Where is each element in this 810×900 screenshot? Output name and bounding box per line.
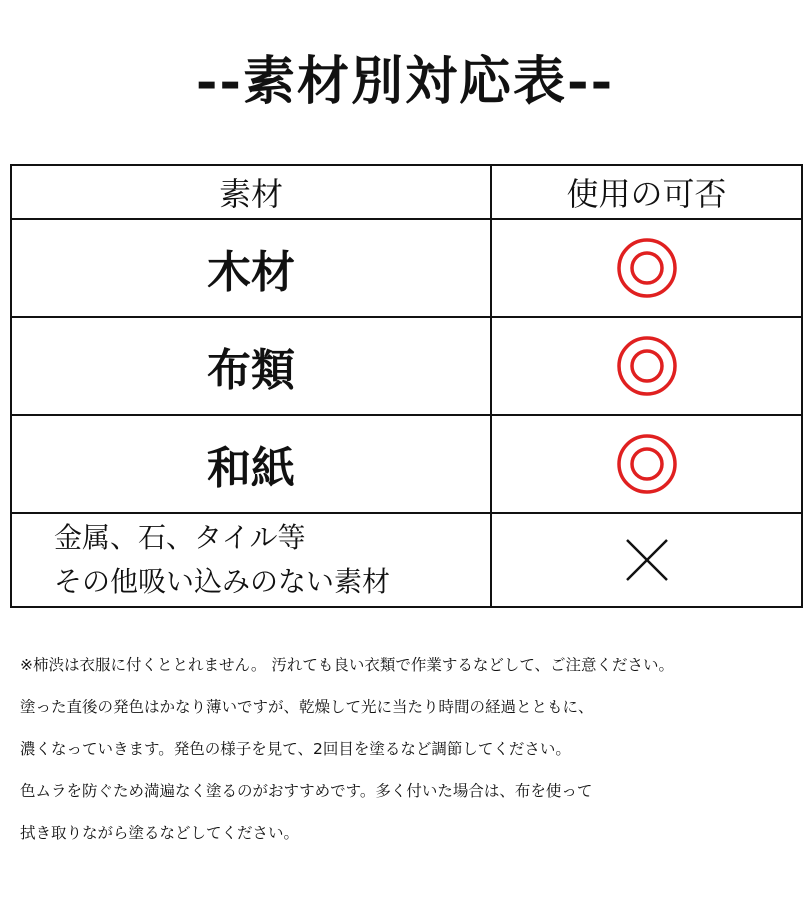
material-washi: 和紙: [11, 415, 491, 513]
material-nonabsorbent: [11, 513, 491, 607]
table-row: [11, 317, 802, 415]
material-line: 金属、石、タイル等: [54, 521, 306, 554]
usability-cell: [491, 317, 802, 415]
table-row: [11, 513, 802, 607]
table-row: [11, 415, 802, 513]
header-material: 素材: [11, 165, 491, 219]
header-usability: 使用の可否: [491, 165, 802, 219]
double-circle-icon: [616, 237, 678, 299]
material-cloth: 布類: [11, 317, 491, 415]
cross-icon: [623, 536, 671, 584]
usability-cell: [491, 219, 802, 317]
note-line: ※柿渋は衣服に付くととれません。 汚れても良い衣類で作業するなどして、ご注意ください。: [20, 656, 675, 674]
usability-cell: [491, 513, 802, 607]
page-title: --素材別対応表--: [195, 51, 615, 112]
material-wood: 木材: [11, 219, 491, 317]
usage-notes: [20, 644, 806, 854]
material-line: その他吸い込みのない素材: [54, 565, 391, 598]
note-line: 色ムラを防ぐため満遍なく塗るのがおすすめです。多く付いた場合は、布を使って: [20, 782, 593, 800]
table-header-row: [11, 165, 802, 219]
note-line: 塗った直後の発色はかなり薄いですが、乾燥して光に当たり時間の経過とともに、: [20, 698, 594, 716]
material-compatibility-table: [10, 164, 803, 608]
double-circle-icon: [616, 433, 678, 495]
note-line: 濃くなっていきます。発色の様子を見て、2回目を塗るなど調節してください。: [20, 740, 571, 758]
note-line: 拭き取りながら塗るなどしてください。: [20, 824, 300, 842]
table-row: [11, 219, 802, 317]
double-circle-icon: [616, 335, 678, 397]
usability-cell: [491, 415, 802, 513]
